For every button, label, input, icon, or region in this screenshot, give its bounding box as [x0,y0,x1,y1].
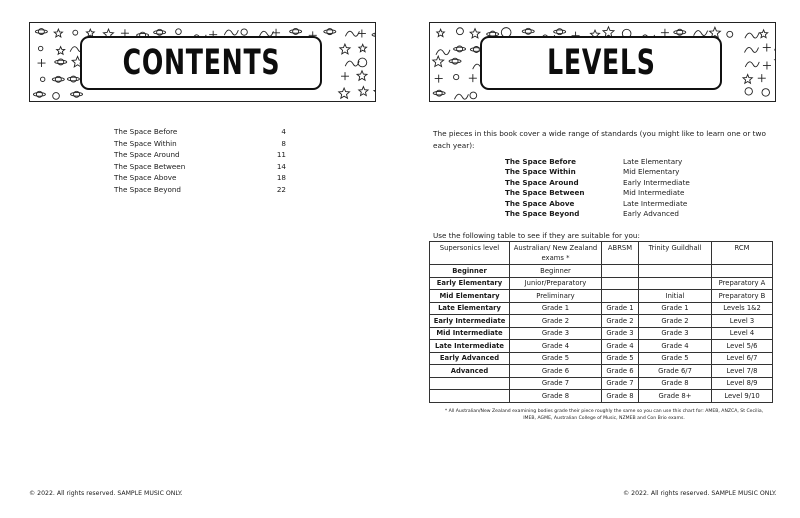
copyright-notice: © 2022. All rights reserved. SAMPLE MUSIC ONLY. [29,490,183,497]
planet-doodle-icon [38,46,42,50]
piece-level: Late Elementary [623,157,683,166]
level-cell: Early Advanced [430,352,510,365]
planet-doodle-icon [53,93,60,100]
table-row [430,290,773,303]
grade-cell: Grade 2 [639,315,712,328]
contents-banner [29,22,376,102]
grade-cell: Grade 8+ [639,390,712,403]
piece-name: The Space Before [505,157,577,166]
piece-name: The Space Beyond [505,208,580,218]
grade-cell: Level 7/8 [712,365,773,378]
table-row [430,315,773,328]
toc-page: 14 [276,161,286,171]
swirl-doodle-icon [454,94,468,99]
planet-ring-icon [35,30,47,34]
grade-cell: Level 3 [712,315,773,328]
planet-ring-icon [522,30,534,34]
grade-cell: Grade 3 [510,327,602,340]
star-doodle-icon [54,29,62,37]
level-cell [430,390,510,403]
star-doodle-icon [433,56,444,66]
grade-cell: Initial [639,290,712,303]
planet-doodle-icon [241,29,247,35]
level-cell: Mid Elementary [430,290,510,303]
grade-cell: Junior/Preparatory [510,277,602,290]
table-row [430,302,773,315]
star-doodle-icon [340,44,350,54]
toc-row [114,161,286,173]
swirl-doodle-icon [224,30,238,35]
toc-row [114,172,286,184]
planet-ring-icon [154,31,166,35]
sparkle-doodle-icon [38,59,46,67]
levels-page [400,0,800,518]
grade-cell: Grade 4 [510,340,602,353]
grade-cell: Preparatory A [712,277,773,290]
contents-title: CONTENTS [122,43,280,83]
planet-ring-icon [433,91,445,95]
swirl-doodle-icon [345,31,359,36]
level-cell: Late Elementary [430,302,510,315]
planet-ring-icon [554,30,566,34]
sparkle-doodle-icon [341,72,349,80]
piece-level: Early Intermediate [623,177,690,187]
grade-cell: Grade 1 [639,302,712,315]
grade-cell: Preparatory B [712,290,773,303]
toc-page: 4 [281,127,286,136]
swirl-doodle-icon [345,61,359,66]
grade-cell: Level 5/6 [712,340,773,353]
star-doodle-icon [743,75,752,84]
grade-cell: Levels 1&2 [712,302,773,315]
level-cell: Early Intermediate [430,315,510,328]
toc-title: The Space Above [114,173,177,182]
planet-ring-icon [324,30,336,34]
grade-cell: Grade 8 [510,390,602,403]
piece-name: The Space Above [505,198,575,208]
piece-row [505,209,745,219]
grade-cell: Grade 3 [639,327,712,340]
grade-cell: Grade 2 [602,315,639,328]
swirl-doodle-icon [436,50,450,55]
grade-cell: Grade 5 [602,352,639,365]
grade-cell: Grade 6/7 [639,365,712,378]
swirl-doodle-icon [745,47,759,52]
planet-ring-icon [449,59,461,63]
grade-cell [602,290,639,303]
grade-cell [712,265,773,278]
grade-cell: Grade 6 [602,365,639,378]
grade-cell: Grade 3 [602,327,639,340]
sparkle-doodle-icon [763,43,771,51]
grade-cell: Grade 5 [639,352,712,365]
piece-row [505,199,745,209]
piece-level: Mid Intermediate [623,188,685,198]
star-doodle-icon [437,29,445,36]
piece-name: The Space Within [505,167,576,177]
sparkle-doodle-icon [758,74,766,82]
grade-cell: Grade 8 [639,377,712,390]
sparkle-doodle-icon [469,74,477,82]
table-row [430,377,773,390]
sparkle-doodle-icon [358,29,366,37]
toc-title: The Space Before [114,127,178,136]
toc-title: The Space Around [114,150,180,159]
grade-cell: Grade 1 [602,302,639,315]
planet-doodle-icon [745,88,752,95]
star-doodle-icon [339,88,350,98]
grade-cell [639,277,712,290]
levels-intro: The pieces in this book cover a wide range of standards (you might like to learn one or two each year): [433,129,766,150]
sparkle-doodle-icon [763,62,771,70]
grade-cell: Grade 5 [510,352,602,365]
grade-cell: Level 8/9 [712,377,773,390]
grade-cell: Grade 7 [602,377,639,390]
grade-cell: Grade 4 [639,340,712,353]
table-row [430,365,773,378]
footnote: * All Australian/New Zealand examining bodies grade their piece roughly the same so you can use this chart for: AMEB, ANZCA, St Cecilia, IMEB, AGME, Australian College of Music, NZMEB and Con Brio exams. [444,409,764,421]
piece-level: Early Advanced [623,208,679,218]
planet-ring-icon [372,33,375,37]
table-row [430,327,773,340]
star-doodle-icon [470,29,480,38]
planet-ring-icon [67,77,79,81]
swirl-doodle-icon [745,33,759,38]
toc-row [114,149,286,161]
toc-page: 22 [276,184,286,194]
planet-doodle-icon [470,92,477,99]
table-row [430,340,773,353]
column-header: Supersonics level [430,242,510,265]
piece-row [505,167,745,177]
toc-row [114,126,286,138]
toc-row [114,184,286,196]
star-doodle-icon [357,71,367,81]
levels-title: LEVELS [546,43,656,83]
toc-row [114,138,286,150]
copyright-notice: © 2022. All rights reserved. SAMPLE MUSIC ONLY. [623,490,777,497]
toc-page: 11 [276,150,286,159]
table-of-contents [114,126,286,195]
table-row [430,265,773,278]
sparkle-doodle-icon [435,75,443,83]
grade-cell: Grade 2 [510,315,602,328]
star-doodle-icon [374,87,375,95]
planet-doodle-icon [762,89,770,97]
grade-cell: Grade 7 [510,377,602,390]
column-header: Trinity Guildhall [639,242,712,265]
grade-cell [639,265,712,278]
planet-doodle-icon [454,74,459,79]
grade-cell: Preliminary [510,290,602,303]
grade-cell [602,265,639,278]
piece-name: The Space Between [505,188,585,198]
planet-ring-icon [55,60,67,64]
planet-doodle-icon [40,77,44,81]
planet-doodle-icon [358,58,367,67]
swirl-doodle-icon [774,45,775,50]
piece-row [505,178,745,188]
planet-doodle-icon [456,28,463,35]
column-header: RCM [712,242,773,265]
star-doodle-icon [57,47,65,55]
piece-row [505,188,745,198]
grade-cell: Grade 1 [510,302,602,315]
planet-ring-icon [454,47,466,51]
level-cell: Early Elementary [430,277,510,290]
grade-cell: Grade 8 [602,390,639,403]
toc-page: 18 [276,173,286,182]
piece-level: Mid Elementary [623,167,680,177]
grade-cell: Grade 4 [602,340,639,353]
planet-ring-icon [290,30,302,34]
table-body [430,265,773,403]
planet-doodle-icon [73,30,78,35]
grade-cell: Level 6/7 [712,352,773,365]
table-intro: Use the following table to see if they are suitable for you: [433,231,640,240]
table-header-row [430,242,773,265]
levels-table [429,241,773,403]
piece-level: Late Intermediate [623,198,688,208]
grade-cell: Grade 6 [510,365,602,378]
toc-title: The Space Between [114,161,186,171]
planet-doodle-icon [727,31,733,37]
toc-page: 8 [281,138,286,148]
grade-cell: Level 9/10 [712,390,773,403]
star-doodle-icon [759,30,767,38]
level-cell: Advanced [430,365,510,378]
piece-name: The Space Around [505,177,579,187]
planet-ring-icon [674,30,686,34]
planet-ring-icon [71,92,83,96]
swirl-doodle-icon [694,31,708,36]
star-doodle-icon [359,44,367,52]
grade-cell: Beginner [510,265,602,278]
toc-title: The Space Within [114,138,177,148]
level-cell [430,377,510,390]
grade-cell [602,277,639,290]
column-header: ABRSM [602,242,639,265]
level-cell: Mid Intermediate [430,327,510,340]
planet-ring-icon [33,93,45,97]
levels-title-box [480,36,722,90]
level-cell: Beginner [430,265,510,278]
toc-title: The Space Beyond [114,184,181,194]
planet-doodle-icon [176,29,182,35]
table-row [430,390,773,403]
piece-levels-list [505,157,745,219]
level-cell: Late Intermediate [430,340,510,353]
levels-banner [429,22,776,102]
star-doodle-icon [359,87,368,96]
swirl-doodle-icon [745,62,759,67]
grade-cell: Level 4 [712,327,773,340]
table-row [430,277,773,290]
planet-ring-icon [52,78,64,82]
column-header: Australian/ New Zealand exams * [510,242,602,265]
contents-title-box [80,36,322,90]
table-row [430,352,773,365]
piece-row [505,157,745,167]
